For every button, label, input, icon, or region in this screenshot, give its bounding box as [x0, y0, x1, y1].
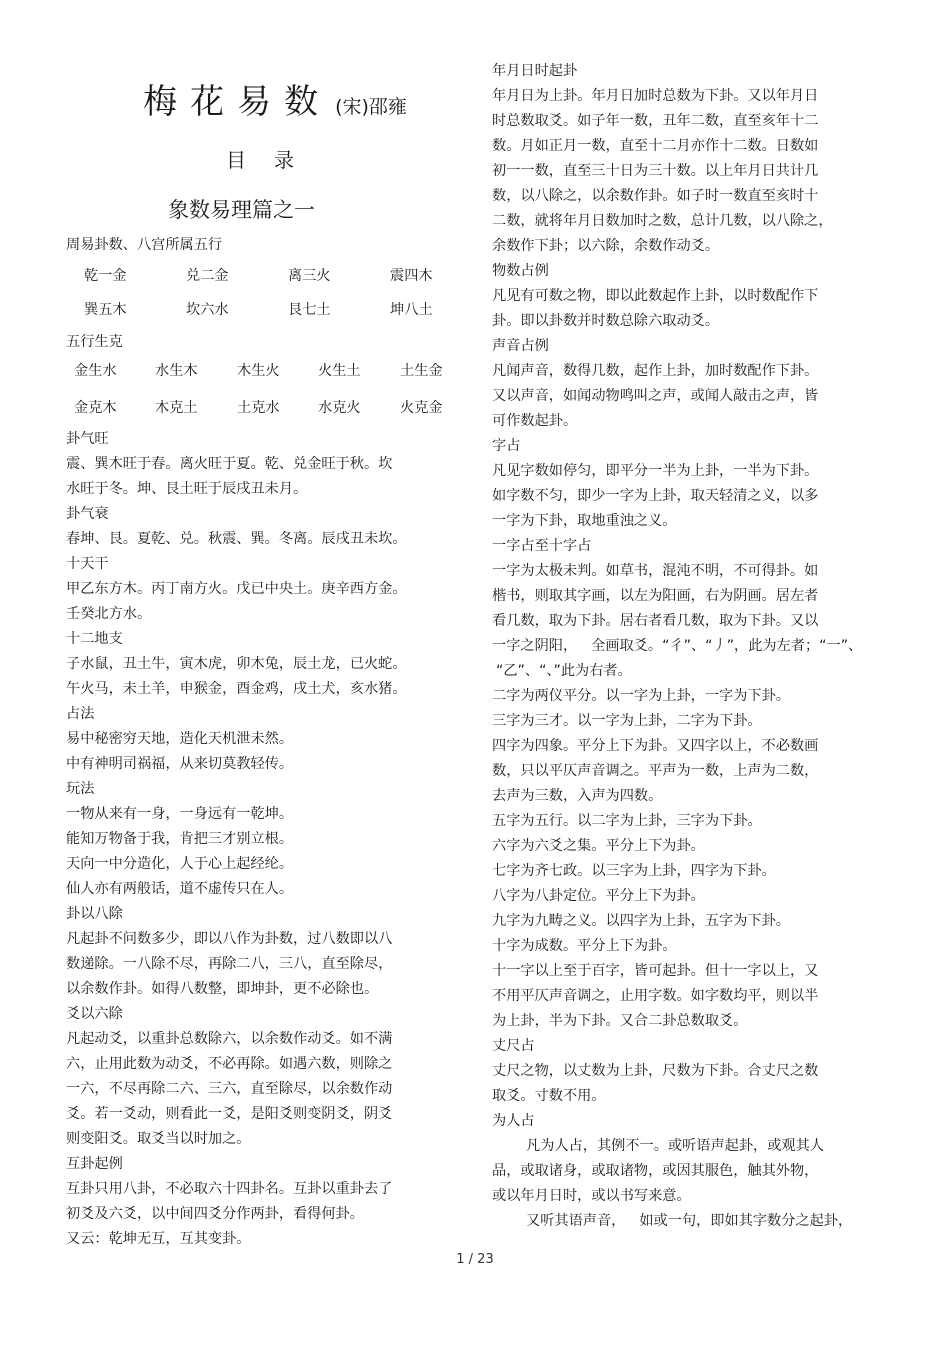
paragraph-line: 凡为人占，其例不一。或听语声起卦，或观其人	[526, 1138, 824, 1154]
paragraph-line: 春坤、艮。夏乾、兑。秋震、巽。冬离。辰戌丑未坎。	[66, 531, 407, 547]
section-heading: 占法	[66, 706, 95, 722]
paragraph-line: 二数，就将年月日数加时之数，总计几数，以八除之，	[492, 213, 833, 229]
paragraph-line: 时总数取爻。如子年一数，丑年二数，直至亥年十二	[492, 113, 819, 129]
element-cell: 金生水	[74, 363, 117, 379]
trigram-cell: 震四木	[390, 268, 433, 284]
section-heading: 周易卦数、八宫所属五行	[66, 237, 223, 253]
element-cell: 火生土	[318, 363, 361, 379]
trigram-cell: 坎六水	[186, 302, 229, 318]
section-heading: 卦以八除	[66, 906, 123, 922]
section-heading: 爻以六除	[66, 1006, 123, 1022]
text-segment: 一字之阴阳，	[492, 638, 578, 654]
paragraph-line: 爻。若一爻动，则看此一爻，是阳爻则变阴爻，阴爻	[66, 1106, 393, 1122]
paragraph-line: 子水鼠，丑土牛，寅木虎，卯木兔，辰土龙，已火蛇。	[66, 656, 407, 672]
paragraph-line: 壬癸北方水。	[66, 606, 152, 622]
section-heading: 十二地支	[66, 631, 123, 647]
text-segment: 全画取爻。“彳”、“丿”，此为左者；“一”、	[591, 638, 863, 654]
paragraph-line: 一字为下卦，取地重浊之义。	[492, 513, 677, 529]
paragraph-line: 一六，不尽再除二六、三六，直至除尽，以余数作动	[66, 1081, 393, 1097]
element-cell: 水克火	[318, 400, 361, 416]
paragraph-line: 十字为成数。平分上下为卦。	[492, 938, 677, 954]
paragraph-line: 不用平仄声音调之，止用字数。如字数均平，则以半	[492, 988, 819, 1004]
paragraph-line	[526, 1212, 852, 1230]
text-segment: 又听其语声音，	[526, 1213, 626, 1229]
element-cell: 木克土	[155, 400, 198, 416]
paragraph-line: 去声为三数，入声为四数。	[492, 788, 663, 804]
toc-heading: 目录	[226, 148, 322, 172]
paragraph-line: 如字数不匀，即少一字为上卦，取天轻清之义，以多	[492, 488, 819, 504]
paragraph-line: 三字为三才。以一字为上卦，二字为下卦。	[492, 713, 762, 729]
paragraph-line: 凡见字数如停匀，即平分一半为上卦，一半为下卦。	[492, 463, 819, 479]
paragraph-line: 数，以八除之，以余数作卦。如子时一数直至亥时十	[492, 188, 819, 204]
paragraph-line: 余数作下卦；以六除，余数作动爻。	[492, 238, 720, 254]
section-heading: 互卦起例	[66, 1156, 123, 1172]
element-cell: 水生木	[155, 363, 198, 379]
paragraph-line: 水旺于冬。坤、艮土旺于辰戌丑未月。	[66, 481, 308, 497]
paragraph-line: 九字为九畴之义。以四字为上卦，五字为下卦。	[492, 913, 790, 929]
document-title	[110, 74, 440, 123]
paragraph-line: 看几数，取为下卦。居右者看几数，取为下卦。又以	[492, 613, 819, 629]
paragraph-line: 中有神明司祸福，从来切莫教轻传。	[66, 756, 294, 772]
chapter-heading: 象数易理篇之一	[168, 198, 315, 222]
title-author: (宋)邵雍	[335, 96, 407, 118]
element-cell: 金克木	[74, 400, 117, 416]
section-heading: 丈尺占	[492, 1038, 535, 1054]
paragraph-line: 丈尺之物，以丈数为上卦，尺数为下卦。合丈尺之数	[492, 1063, 819, 1079]
trigram-cell: 离三火	[288, 268, 331, 284]
trigram-cell: 坤八土	[390, 302, 433, 318]
paragraph-line: 能知万物备于我，肯把三才别立根。	[66, 831, 294, 847]
paragraph-line: 为上卦，半为下卦。又合二卦总数取爻。	[492, 1013, 748, 1029]
section-heading: 年月日时起卦	[492, 63, 578, 79]
section-heading: 五行生克	[66, 334, 123, 350]
section-heading: 物数占例	[492, 263, 549, 279]
paragraph-line: 一字为太极未判。如草书，混沌不明，不可得卦。如	[492, 563, 819, 579]
paragraph-line: 十一字以上至于百字，皆可起卦。但十一字以上，又	[492, 963, 819, 979]
paragraph-line: 天向一中分造化，人于心上起经纶。	[66, 856, 294, 872]
paragraph-line: 初一一数，直至三十日为三十数。以上年月日共计几	[492, 163, 819, 179]
trigram-cell: 兑二金	[186, 268, 229, 284]
paragraph-line: 四字为四象。平分上下为卦。又四字以上，不必数画	[492, 738, 819, 754]
page-number: 1 / 23	[456, 1252, 494, 1267]
paragraph-line: 又云：乾坤无互，互其变卦。	[66, 1231, 251, 1247]
paragraph-line: 初爻及六爻，以中间四爻分作两卦，看得何卦。	[66, 1206, 364, 1222]
paragraph-line: 或以年月日时，或以书写来意。	[492, 1188, 691, 1204]
section-heading: 十天干	[66, 556, 109, 572]
paragraph-line: 又以声音，如闻动物鸣叫之声，或闻人敲击之声，皆	[492, 388, 819, 404]
element-cell: 土生金	[400, 363, 443, 379]
paragraph-line: 六字为六爻之集。平分上下为卦。	[492, 838, 705, 854]
paragraph-line: 互卦只用八卦，不必取六十四卦名。互卦以重卦去了	[66, 1181, 393, 1197]
paragraph-line: 卦。即以卦数并时数总除六取动爻。	[492, 313, 720, 329]
section-heading: 卦气旺	[66, 431, 109, 447]
paragraph-line: 数递除。一八除不尽，再除二八，三八，直至除尽，	[66, 956, 393, 972]
paragraph-line: 凡起动爻，以重卦总数除六，以余数作动爻。如不满	[66, 1031, 393, 1047]
paragraph-line: 以余数作卦。如得八数整，即坤卦，更不必除也。	[66, 981, 379, 997]
paragraph-line: 六，止用此数为动爻，不必再除。如遇六数，则除之	[66, 1056, 393, 1072]
paragraph-line: 楷书，则取其字画，以左为阳画，右为阴画。居左者	[492, 588, 819, 604]
paragraph-line: 数，只以平仄声音调之。平声为一数，上声为二数，	[492, 763, 819, 779]
paragraph-line: 凡起卦不问数多少，即以八作为卦数，过八数即以八	[66, 931, 393, 947]
paragraph-line: 二字为两仪平分。以一字为上卦，一字为下卦。	[492, 688, 790, 704]
paragraph-line: 品，或取诸身，或取诸物，或因其服色，触其外物，	[492, 1163, 819, 1179]
text-segment: 如或一句，即如其字数分之起卦，	[639, 1213, 853, 1229]
section-heading: 为人占	[492, 1113, 535, 1129]
paragraph-line: 午火马，未土羊，申猴金，酉金鸡，戌土犬，亥水猪。	[66, 681, 407, 697]
paragraph-line: 五字为五行。以二字为上卦，三字为下卦。	[492, 813, 762, 829]
section-heading: 玩法	[66, 781, 95, 797]
paragraph-line: 七字为齐七政。以三字为上卦，四字为下卦。	[492, 863, 776, 879]
trigram-cell: 乾一金	[84, 268, 127, 284]
paragraph-line: 凡闻声音，数得几数，起作上卦，加时数配作下卦。	[492, 363, 819, 379]
element-cell: 木生火	[237, 363, 280, 379]
element-cell: 火克金	[400, 400, 443, 416]
paragraph-line	[492, 637, 862, 655]
element-cell: 土克水	[237, 400, 280, 416]
paragraph-line: 震、巽木旺于春。离火旺于夏。乾、兑金旺于秋。坎	[66, 456, 393, 472]
paragraph-line: 凡见有可数之物，即以此数起作上卦，以时数配作下	[492, 288, 819, 304]
section-heading: 卦气衰	[66, 506, 109, 522]
paragraph-line: 数。月如正月一数，直至十二月亦作十二数。日数如	[492, 138, 819, 154]
paragraph-line: 年月日为上卦。年月日加时总数为下卦。又以年月日	[492, 88, 819, 104]
paragraph-line: 易中秘密穷天地，造化天机泄未然。	[66, 731, 294, 747]
paragraph-line: 可作数起卦。	[492, 413, 578, 429]
section-heading: 一字占至十字占	[492, 538, 592, 554]
title-main: 梅花易数	[143, 82, 332, 122]
paragraph-line: 仙人亦有两般话，道不虚传只在人。	[66, 881, 294, 897]
section-heading: 字占	[492, 438, 521, 454]
trigram-cell: 巽五木	[84, 302, 127, 318]
paragraph-line: 则变阳爻。取爻当以时加之。	[66, 1131, 251, 1147]
paragraph-line: “乙”、“、”此为右者。	[496, 663, 632, 679]
paragraph-line: 取爻。寸数不用。	[492, 1088, 606, 1104]
section-heading: 声音占例	[492, 338, 549, 354]
paragraph-line: 八字为八卦定位。平分上下为卦。	[492, 888, 705, 904]
trigram-cell: 艮七土	[288, 302, 331, 318]
paragraph-line: 一物从来有一身，一身远有一乾坤。	[66, 806, 294, 822]
paragraph-line: 甲乙东方木。丙丁南方火。戊已中央土。庚辛西方金。	[66, 581, 407, 597]
